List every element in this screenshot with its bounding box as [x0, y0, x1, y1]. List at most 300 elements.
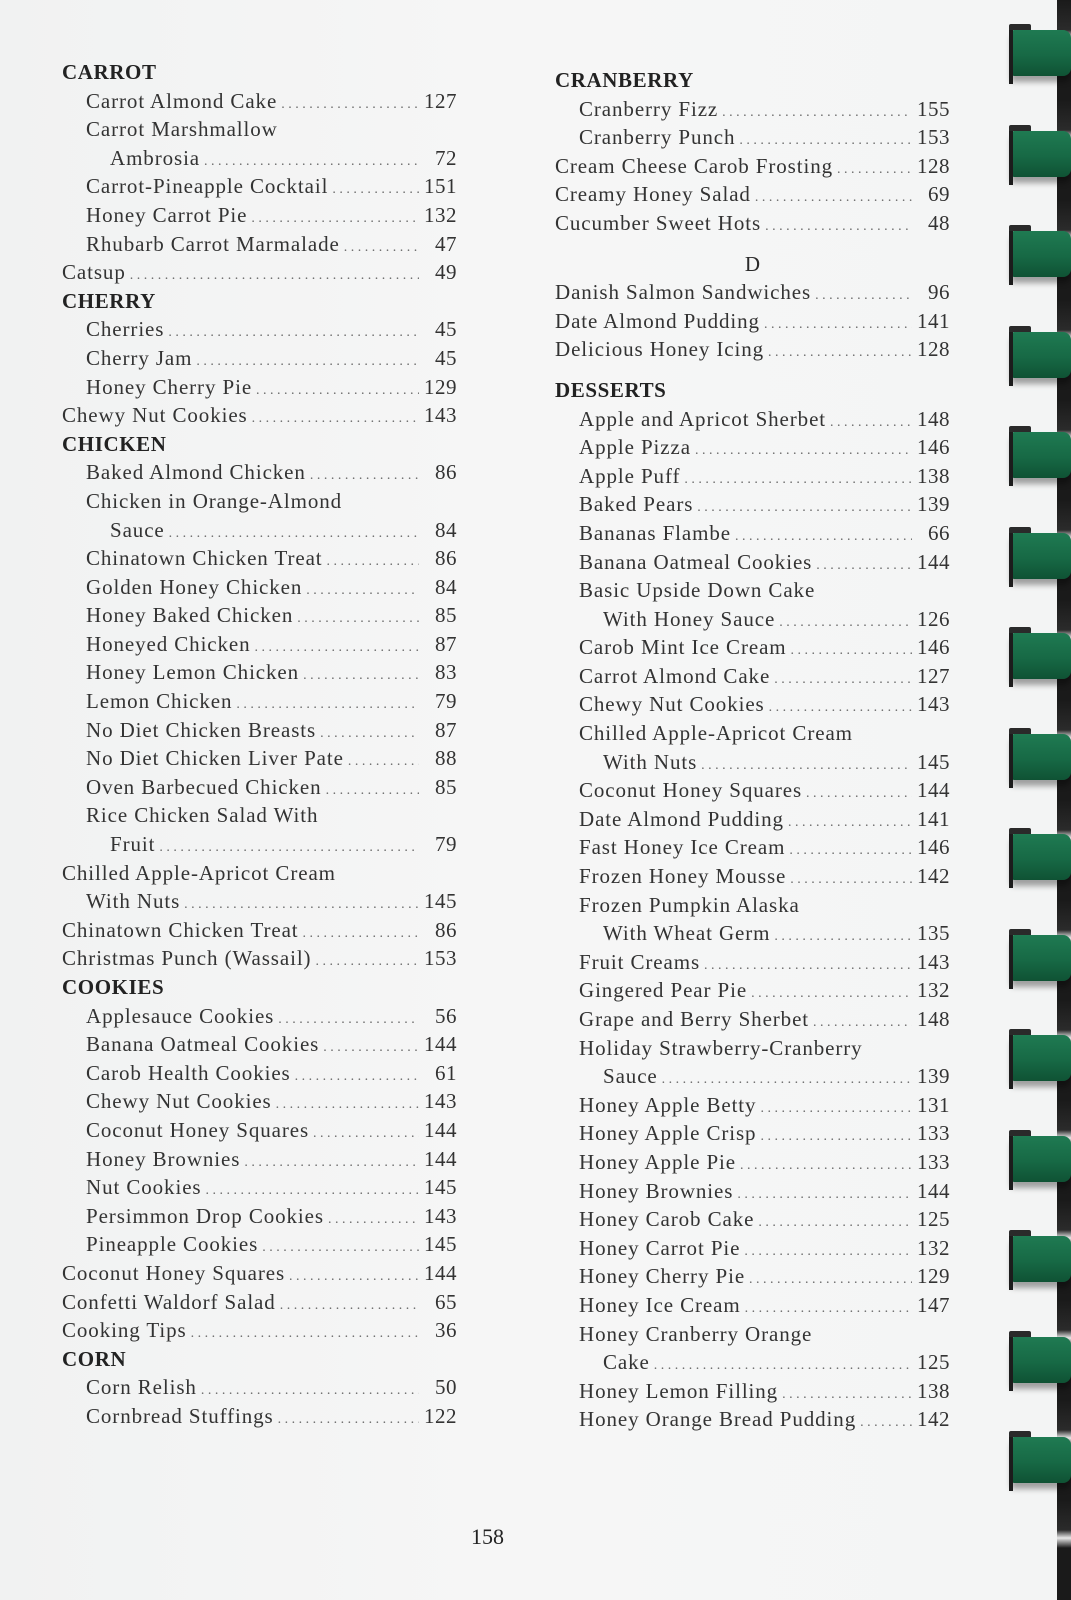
entry-page-number: 49	[435, 260, 457, 285]
binding-loop	[1011, 1437, 1071, 1483]
entry-name: Chilled Apple-Apricot Cream	[579, 721, 853, 746]
entry-name: Pineapple Cookies	[86, 1232, 259, 1257]
index-entry	[555, 490, 950, 519]
entry-name: Baked Almond Chicken	[86, 460, 306, 485]
entry-name: Cornbread Stuffings	[86, 1403, 274, 1428]
dot-leader	[774, 923, 912, 952]
entry-page-number: 146	[917, 635, 950, 660]
index-entry	[555, 1205, 950, 1234]
entry-name: Fast Honey Ice Cream	[579, 835, 786, 860]
entry-name: Honey Carob Cake	[579, 1207, 755, 1232]
entry-name: Date Almond Pudding	[555, 308, 760, 333]
entry-name: Cranberry Fizz	[579, 96, 719, 121]
dot-leader	[789, 837, 912, 866]
index-entry	[62, 1116, 457, 1145]
entry-page-number: 144	[917, 549, 950, 574]
entry-page-number: 146	[917, 835, 950, 860]
entry-page-number: 122	[424, 1403, 457, 1428]
entry-page-number: 141	[917, 806, 950, 831]
index-entry	[62, 859, 457, 888]
entry-name: Honey Brownies	[579, 1178, 734, 1203]
index-entry	[555, 919, 950, 948]
dot-leader	[749, 1266, 912, 1295]
index-entry	[62, 658, 457, 687]
dot-leader	[758, 1209, 912, 1238]
index-entry	[62, 1259, 457, 1288]
category-heading-chicken: CHICKEN	[62, 431, 167, 456]
dot-leader	[306, 577, 419, 606]
entry-page-number: 145	[917, 749, 950, 774]
index-entry	[555, 95, 950, 124]
dot-leader	[313, 1120, 419, 1149]
index-entry	[555, 891, 950, 920]
index-entry	[555, 1405, 950, 1434]
index-entry	[555, 1062, 950, 1091]
entry-name: No Diet Chicken Breasts	[86, 717, 317, 742]
dot-leader	[684, 466, 912, 495]
entry-page-number: 87	[435, 717, 457, 742]
entry-name: With Nuts	[603, 749, 698, 774]
index-entry	[62, 830, 457, 859]
dot-leader	[344, 234, 419, 263]
entry-page-number: 79	[435, 689, 457, 714]
entry-page-number: 65	[435, 1289, 457, 1314]
index-entry	[555, 1148, 950, 1177]
entry-name: Ambrosia	[110, 145, 201, 170]
index-column-left	[62, 58, 457, 1431]
entry-page-number: 132	[917, 1235, 950, 1260]
entry-page-number: 133	[917, 1121, 950, 1146]
entry-name: Persimmon Drop Cookies	[86, 1203, 324, 1228]
entry-name: Banana Oatmeal Cookies	[579, 549, 813, 574]
entry-name: Honey Cherry Pie	[579, 1264, 746, 1289]
index-entry	[62, 87, 457, 116]
entry-page-number: 126	[917, 606, 950, 631]
entry-name: Creamy Honey Salad	[555, 182, 751, 207]
index-entry	[555, 776, 950, 805]
entry-page-number: 86	[435, 460, 457, 485]
entry-page-number: 86	[435, 546, 457, 571]
index-entry	[62, 344, 457, 373]
binding-loop	[1011, 432, 1071, 478]
entry-page-number: 72	[435, 145, 457, 170]
dot-leader	[788, 809, 912, 838]
dot-leader	[764, 311, 912, 340]
index-entry	[62, 230, 457, 259]
entry-name: Cherries	[86, 317, 165, 342]
entry-page-number: 145	[424, 889, 457, 914]
dot-leader	[295, 1063, 419, 1092]
entry-name: Banana Oatmeal Cookies	[86, 1032, 320, 1057]
entry-page-number: 127	[424, 88, 457, 113]
entry-name: Honey Carrot Pie	[579, 1235, 741, 1260]
dot-leader	[695, 437, 912, 466]
entry-name: Corn Relish	[86, 1375, 197, 1400]
entry-page-number: 144	[424, 1117, 457, 1142]
entry-page-number: 132	[424, 202, 457, 227]
entry-name: With Wheat Germ	[603, 921, 771, 946]
dot-leader	[278, 1406, 419, 1435]
binding-loop	[1011, 1236, 1071, 1282]
dot-leader	[332, 176, 419, 205]
index-entry	[555, 152, 950, 181]
category-heading-cherry: CHERRY	[62, 288, 156, 313]
dot-leader	[323, 1034, 419, 1063]
entry-page-number: 61	[435, 1060, 457, 1085]
entry-name: Apple Pizza	[579, 435, 691, 460]
index-entry	[62, 573, 457, 602]
dot-leader	[779, 609, 912, 638]
dot-leader	[830, 409, 912, 438]
dot-leader	[774, 666, 912, 695]
entry-page-number: 147	[917, 1292, 950, 1317]
index-entry	[62, 258, 457, 287]
entry-page-number: 144	[424, 1032, 457, 1057]
entry-name: Honey Carrot Pie	[86, 202, 248, 227]
index-entry	[62, 887, 457, 916]
entry-name: Carrot Almond Cake	[579, 663, 771, 688]
index-entry	[62, 1402, 457, 1431]
entry-name: Apple and Apricot Sherbet	[579, 406, 827, 431]
dot-leader	[289, 1263, 419, 1292]
index-entry	[555, 307, 950, 336]
entry-name: No Diet Chicken Liver Pate	[86, 746, 344, 771]
index-entry	[555, 433, 950, 462]
entry-page-number: 87	[435, 631, 457, 656]
entry-page-number: 142	[917, 1407, 950, 1432]
dot-leader	[130, 262, 419, 291]
index-entry	[555, 662, 950, 691]
entry-name: Coconut Honey Squares	[579, 778, 803, 803]
entry-name: With Honey Sauce	[603, 606, 776, 631]
entry-name: Coconut Honey Squares	[62, 1260, 286, 1285]
dot-leader	[760, 1123, 912, 1152]
index-entry	[555, 1348, 950, 1377]
entry-name: Chicken in Orange-Almond	[86, 488, 343, 513]
entry-page-number: 148	[917, 1007, 950, 1031]
dot-leader	[722, 99, 912, 128]
index-entry	[62, 1202, 457, 1231]
entry-page-number: 145	[424, 1232, 457, 1257]
index-entry	[62, 315, 457, 344]
dot-leader	[765, 213, 912, 242]
binding-loop	[1011, 1337, 1071, 1383]
index-entry	[555, 1262, 950, 1291]
entry-name: Cucumber Sweet Hots	[555, 210, 762, 235]
dot-leader	[327, 548, 419, 577]
index-entry	[62, 1230, 457, 1259]
entry-name: Chewy Nut Cookies	[86, 1089, 272, 1114]
index-entry	[555, 633, 950, 662]
index-entry	[555, 209, 950, 238]
entry-page-number: 84	[435, 517, 457, 542]
dot-leader	[252, 405, 419, 434]
entry-page-number: 56	[435, 1003, 457, 1028]
entry-name: Honey Lemon Filling	[579, 1378, 779, 1403]
index-entry	[555, 1234, 950, 1263]
entry-name: Chinatown Chicken Treat	[62, 917, 299, 942]
entry-page-number: 155	[917, 96, 950, 121]
entry-page-number: 86	[435, 917, 457, 942]
entry-name: Chewy Nut Cookies	[579, 692, 765, 717]
entry-page-number: 146	[917, 435, 950, 460]
dot-leader	[262, 1234, 419, 1263]
index-entry	[555, 605, 950, 634]
dot-leader	[815, 282, 912, 311]
entry-name: Chilled Apple-Apricot Cream	[62, 860, 336, 885]
entry-name: Holiday Strawberry-Cranberry	[579, 1035, 863, 1060]
letter-divider: D	[744, 251, 761, 276]
entry-page-number: 36	[435, 1318, 457, 1343]
entry-page-number: 151	[424, 174, 457, 199]
entry-name: Baked Pears	[579, 492, 694, 517]
index-entry	[62, 1316, 457, 1345]
index-entry	[62, 1288, 457, 1317]
dot-leader	[280, 1292, 419, 1321]
index-entry	[62, 744, 457, 773]
entry-page-number: 84	[435, 574, 457, 599]
index-entry	[62, 773, 457, 802]
index-entry	[555, 976, 950, 1005]
entry-page-number: 144	[424, 1260, 457, 1285]
entry-page-number: 144	[424, 1146, 457, 1171]
index-entry	[62, 944, 457, 973]
entry-name: Applesauce Cookies	[86, 1003, 275, 1028]
index-entry	[555, 805, 950, 834]
index-entry	[555, 1291, 950, 1320]
index-column-right	[555, 66, 950, 1434]
index-entry	[62, 1087, 457, 1116]
index-entry	[555, 833, 950, 862]
entry-page-number: 129	[424, 374, 457, 399]
entry-name: Carrot-Pineapple Cocktail	[86, 174, 329, 199]
index-entry	[62, 916, 457, 945]
dot-leader	[326, 777, 419, 806]
entry-page-number: 145	[424, 1175, 457, 1200]
dot-leader	[348, 748, 419, 777]
index-entry	[62, 458, 457, 487]
binding-loop	[1011, 1035, 1071, 1081]
entry-page-number: 138	[917, 463, 950, 488]
entry-name: Honey Apple Crisp	[579, 1121, 757, 1146]
entry-name: Cake	[603, 1350, 650, 1375]
entry-page-number: 79	[435, 832, 457, 857]
entry-name: Honey Brownies	[86, 1146, 241, 1171]
binding-loop	[1011, 633, 1071, 679]
index-entry	[555, 748, 950, 777]
dot-leader	[755, 184, 912, 213]
dot-leader	[281, 91, 419, 120]
binding-loop	[1011, 30, 1071, 76]
entry-page-number: 132	[917, 978, 950, 1003]
index-entry	[555, 180, 950, 209]
entry-name: Sauce	[603, 1064, 658, 1089]
entry-page-number: 125	[917, 1207, 950, 1232]
spiral-binding	[1003, 0, 1071, 1600]
entry-page-number: 48	[928, 210, 950, 235]
entry-name: Honey Cranberry Orange	[579, 1321, 813, 1346]
entry-name: Gingered Pear Pie	[579, 978, 748, 1003]
index-entry	[62, 401, 457, 430]
binding-loop	[1011, 533, 1071, 579]
entry-name: Sauce	[110, 517, 165, 542]
binding-loop	[1011, 1136, 1071, 1182]
entry-page-number: 144	[917, 778, 950, 803]
entry-name: Carob Health Cookies	[86, 1060, 291, 1085]
entry-name: Chinatown Chicken Treat	[86, 546, 323, 571]
binding-loop	[1011, 935, 1071, 981]
entry-page-number: 143	[424, 1089, 457, 1114]
entry-name: Nut Cookies	[86, 1175, 202, 1200]
entry-page-number: 142	[917, 864, 950, 889]
index-entry	[555, 948, 950, 977]
index-entry	[62, 630, 457, 659]
entry-name: Frozen Pumpkin Alaska	[579, 892, 800, 917]
dot-leader	[790, 866, 912, 895]
entry-name: Chewy Nut Cookies	[62, 403, 248, 428]
index-entry	[62, 1173, 457, 1202]
index-entry	[555, 278, 950, 307]
dot-leader	[860, 1409, 912, 1438]
dot-leader	[837, 156, 912, 185]
entry-page-number: 143	[917, 949, 950, 974]
index-entry	[62, 1145, 457, 1174]
entry-page-number: 139	[917, 492, 950, 517]
dot-leader	[168, 319, 419, 348]
dot-leader	[191, 1320, 419, 1349]
index-entry	[62, 373, 457, 402]
index-entry	[555, 1177, 950, 1206]
entry-name: Honeyed Chicken	[86, 631, 251, 656]
entry-name: Catsup	[62, 260, 126, 285]
dot-leader	[315, 948, 419, 977]
entry-page-number: 138	[917, 1378, 950, 1403]
entry-page-number: 143	[917, 692, 950, 717]
entry-name: Delicious Honey Icing	[555, 337, 765, 362]
entry-name: Fruit	[110, 832, 156, 857]
entry-name: Basic Upside Down Cake	[579, 578, 816, 603]
index-entry	[555, 1034, 950, 1063]
dot-leader	[760, 1095, 912, 1124]
entry-name: Date Almond Pudding	[579, 806, 784, 831]
index-entry	[62, 801, 457, 830]
entry-name: Bananas Flambe	[579, 520, 731, 545]
entry-name: Christmas Punch (Wassail)	[62, 946, 312, 971]
index-entry	[555, 690, 950, 719]
entry-page-number: 143	[424, 403, 457, 428]
entry-name: Rhubarb Carrot Marmalade	[86, 231, 340, 256]
index-entry	[62, 1059, 457, 1088]
dot-leader	[768, 339, 912, 368]
entry-page-number: 131	[917, 1092, 950, 1117]
index-entry	[555, 1377, 950, 1406]
entry-page-number: 125	[917, 1350, 950, 1375]
binding-loop	[1011, 231, 1071, 277]
entry-name: Oven Barbecued Chicken	[86, 774, 322, 799]
entry-page-number: 141	[917, 308, 950, 333]
entry-page-number: 128	[917, 337, 950, 362]
entry-page-number: 69	[928, 182, 950, 207]
entry-name: Honey Apple Betty	[579, 1092, 757, 1117]
entry-page-number: 45	[435, 345, 457, 370]
binding-loop	[1011, 131, 1071, 177]
category-heading-cookies: COOKIES	[62, 975, 165, 999]
index-entry	[62, 1373, 457, 1402]
entry-name: Cherry Jam	[86, 345, 193, 370]
index-entry	[62, 601, 457, 630]
entry-name: Honey Cherry Pie	[86, 374, 253, 399]
entry-name: Cream Cheese Carob Frosting	[555, 153, 834, 178]
binding-loop	[1011, 332, 1071, 378]
dot-leader	[303, 662, 419, 691]
index-entry	[62, 716, 457, 745]
index-entry	[62, 487, 457, 516]
dot-leader	[791, 637, 912, 666]
category-heading-corn: CORN	[62, 1346, 127, 1371]
index-entry	[62, 516, 457, 545]
dot-leader	[740, 1152, 912, 1181]
entry-name: Honey Lemon Chicken	[86, 660, 300, 685]
entry-name: Fruit Creams	[579, 949, 701, 974]
entry-page-number: 83	[435, 660, 457, 685]
dot-leader	[816, 552, 912, 581]
entry-name: Honey Baked Chicken	[86, 603, 294, 628]
entry-name: Carob Mint Ice Cream	[579, 635, 787, 660]
entry-page-number: 144	[917, 1178, 950, 1203]
index-entry	[62, 1030, 457, 1059]
index-entry	[555, 719, 950, 748]
category-heading-cranberry: CRANBERRY	[555, 68, 694, 92]
entry-page-number: 129	[917, 1264, 950, 1289]
category-heading-desserts: DESSERTS	[555, 377, 667, 402]
dot-leader	[744, 1238, 912, 1267]
dot-leader	[244, 1149, 419, 1178]
entry-name: Honey Orange Bread Pudding	[579, 1407, 857, 1432]
dot-leader	[328, 1206, 419, 1235]
entry-name: Carrot Almond Cake	[86, 88, 278, 113]
entry-name: Apple Puff	[579, 463, 681, 488]
index-entry	[555, 1320, 950, 1349]
index-entry	[555, 1091, 950, 1120]
entry-name: Grape and Berry Sherbet	[579, 1007, 810, 1031]
entry-name: Golden Honey Chicken	[86, 574, 303, 599]
index-entry	[555, 123, 950, 152]
entry-page-number: 128	[917, 153, 950, 178]
entry-name: Cranberry Punch	[579, 125, 736, 150]
index-entry	[555, 1005, 950, 1034]
entry-name: Honey Ice Cream	[579, 1292, 741, 1317]
index-entry	[62, 115, 457, 144]
index-entry	[555, 1119, 950, 1148]
entry-page-number: 135	[917, 921, 950, 946]
entry-page-number: 153	[424, 946, 457, 971]
entry-page-number: 96	[928, 280, 950, 305]
entry-name: Lemon Chicken	[86, 689, 233, 714]
entry-page-number: 143	[424, 1203, 457, 1228]
entry-name: Honey Apple Pie	[579, 1149, 736, 1174]
entry-name: Confetti Waldorf Salad	[62, 1289, 276, 1314]
binding-loop	[1011, 734, 1071, 780]
dot-leader	[806, 780, 912, 809]
page-number: 158	[471, 1524, 504, 1549]
entry-name: Frozen Honey Mousse	[579, 864, 787, 889]
entry-page-number: 85	[435, 603, 457, 628]
entry-page-number: 88	[435, 746, 457, 771]
entry-page-number: 148	[917, 406, 950, 431]
entry-page-number: 45	[435, 317, 457, 342]
index-entry	[555, 462, 950, 491]
index-entry	[555, 548, 950, 577]
